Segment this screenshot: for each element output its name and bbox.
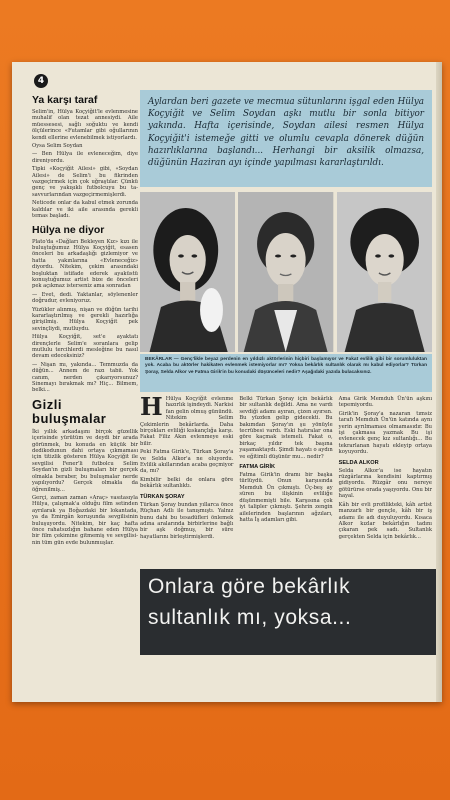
paragraph: Tipki «Koçyiğit Ailesi» gibi, «Soydan Ailesi» de Selim'i bu fikrinden vazgeçirmek için çok uğraştılar. Çünkü genç ve yakışıklı futbolcuyu bu tasavvurlarından vazgeçirmemişlerdi. [32, 166, 138, 198]
paragraph: Oysa Selim Soydan [32, 143, 83, 150]
paragraph: Belki Türkan Şoray için bekârlık bir sultanlık değildi. Ama ne vardı sevdiği adamı ayıran, çizen ayırsın. Bu yüzden gelip gidecekti. Bu bakımdan Şoray'ın şu yönüyle tecrübesi vardı. Eski hatıralar ona göre kaçmak istemeli. Fakat o, birkaç yıldır tek başına yaşamaktaydı. Şimdi hayatı o aydın ve eğitimli düşünür mu... nedir? [239, 396, 333, 460]
headline-line-2: sultanlık mı, yoksa... [148, 606, 352, 629]
paragraph: Girik'in Şoray'a nazaran tımsiz tarafı Memduh Ün'ün katında aynı yerin ayrılmaması olmamasıdır. Bu işi çakmasa yazmak Bu işi evlenecek genç kız sultanlığı... Bu tekrarlanan hayatı ekleyip ortaya koyuyordu. [338, 410, 432, 456]
left-column [32, 90, 138, 548]
paragraph: Plato'da «Dağları Bekleyen Kız» kızı ile buluştuğumuz Hülya Koçyiğit, esasen önceleri bu arkadaşlığı gizlemiyor ve hatta yakınlarına «Evleneceğiz» diyordu. Nitekim, çekim arasındaki boşluktan istifade ederek ayaküstü konuştuğumuz artist bize de önceleri pek açıkmaz isterseniz ama sonradan [32, 238, 138, 290]
paragraph: İki yıllık arkadaşını birçok güzellik içerisinde yürütüm ve deydi bir arada görünmek, bu konuda en küçük bir dedikodunun dahi ortaya çıkmaması için titizlik gösteren Hülya Koçyiğit ile sevgilisi Fener'li futbolcu Selim Soydan'ın gizli buluşmaları bir gerçek olmakla beraber, bu buluşmalar nerde yapılıyordu? Gerçek olmakla da öğrenilmiş... [32, 428, 138, 493]
paragraph: Kimbilir belki de onlara göre bekârlık sultanlıktı. [140, 476, 234, 490]
paragraph: Yüzükler alınmış, nişan ve düğün tarihi kararlaştırılmış ve gerekli hazırlığa girişilmiş. Hülya Koçyiğit pek sevinçliydi, mutluydu. [32, 306, 138, 332]
photo-strip [140, 192, 432, 352]
section-heading: Ya karşı taraf [32, 94, 98, 106]
paragraph: Peki Fatma Girik'e, Türkan Şoray'a ve Selda Alkor'a ne oluyordu. Evlilik akıllarından acaba geçmiyor da, mı? [140, 449, 234, 475]
paragraph: — Nişan mı, yakında... Temmuzda da düğün... Annem de razı tabii. Yok canım, nerden çıkarıyorsunuz? Sinemayı bırakmak mı? Hiç... Bilmem, belki... [32, 361, 138, 394]
paragraph: Selda Alkor'a ise hayatın rüzgârlarına kendisini kaptırmış gidiyordu. Rüzgâr onu nereye götürürse orada yaşıyordu. Onu bir hayal. [338, 467, 432, 500]
section-heading: Gizli buluşmalar [32, 396, 107, 426]
subheading: TÜRKAN ŞORAY [140, 493, 185, 500]
magazine-page [12, 62, 442, 702]
photo-caption: BEKÂRLAR — Genç'likle beyaz perdenin en yıldızlı aktörlerinin hiçbiri başlamıyor ve Fakat evlilik gibi bir sorumluluktan yok. Acaba bu aktörler hakikaten evlenmek istemiyorlar mı? Yoksa bekârlık sultanlık olarak mı kabul ediyorlar? Türkan Şoray, Selda Alkor ve Fatma Girik'in bu konudaki düşünceleri nedir? Aşağıdaki yazıda bulacaksınız. [140, 354, 432, 392]
paragraph: Türkan Şoray bundan yıllarca önce Rüçhan Adlı ile tanışmıştı. Yalnız bunu dahi bu tesadüfleri önlemek adına aralarında birbirlerine bağlı bir aşk doğmuş, bir süre hayatlarını birleştirmişlerdi. [140, 501, 234, 540]
headline-box [140, 569, 436, 655]
paragraph: Selim'in, Hülya Koçyiğit'le evlenmesine muhalif olan tezat annesiydi. Aile müessesesi, sağlı soğuktu ve kendi ölçülerince «Futamlar gibi oğullarının kendi ellerine evlenebilmek istiyorlardı. [32, 109, 138, 141]
paragraph: Ama Girik Memduh Ün'ün aşkını tepemiyordu. [338, 396, 432, 409]
paragraph: Fatma Girik'in dramı bir başka türlüydü. Onun karşısında Memduh Ün çıkmıştı. Üç-beş ay süren bu ilişkinin evliliğe düşünmemişti bile. Karşısına çok iyi talipler çıkmıştı. Şehrin zengin ailelerinden başlarının ağzıları, hatta İş adamları gibi. [239, 472, 333, 523]
photo-selda-alkor [337, 192, 432, 352]
paragraph: — Ben Hülya ile evleneceğim, diye direniyordu. [32, 151, 138, 164]
intro-banner: Aylardan beri gazete ve mecmua sütunlarını işgal eden Hülya Koçyiğit ve Selim Soydan aşkı mutlu bir sonla bitiyor yakında. Hafta içerisinde, Soydan ailesi resmen Hülya Koçyiğit'i istemeğe gitti ve olumlu cevapla dönerek düğün hazırlıklarına başlandı... Herhangi bir aksilik olmazsa, düğünün Haziran ayı içinde yapılması kararlaştırıldı. [140, 90, 432, 187]
page-edge [436, 62, 442, 702]
headline-line-1: Onlara göre bekârlık [148, 575, 351, 598]
article-column-1 [140, 392, 234, 542]
section-heading: Hülya ne diyor [32, 223, 105, 236]
subheading: FATMA GİRİK [239, 464, 276, 471]
paragraph: Kâh bir evli profilikteki, kâh artist manzarlı bir gençle, kâh bir iş adamı ile adı duyuluyordu. Kısaca Alkor kızlar bekârlığın tadını çıkaran pek sadı. Sultanlık gerçekten Selda için bekârlık... [338, 501, 432, 540]
photo-turkan-soray [238, 192, 333, 352]
paragraph: — Evet, dedi. Yaktanlar, söylenenler doğrudur, evleniyoruz. [32, 291, 138, 305]
paragraph: Gerçi, zaman zaman «Araç» vasıtasıyla Hülya, çalışmak'a olduğu film setinden ayrılarak ya Boğazdaki bir lokantada, ya da Emirgân koruşunda sevgilisinin buluşuyordu. Nitekim, bir kaç hafta önce rahatsızlığın bahane eden Hülya bir film çekimine gitmemiş ve sevgilisinin tüm gün evde bulunmuşlar. [32, 494, 138, 546]
article-column-2 [239, 396, 332, 542]
article-column-3 [339, 396, 432, 542]
photo-fatma-girik [140, 192, 235, 352]
subheading: SELDA ALKOR [338, 459, 379, 466]
paragraph: H Hülya Koçyiğit evlenme hazırlık işindeydi. Narkisi fan gelin olmuş günündü. Nitekim Selim Çekimlerin bekârlarda. Daha birçokları evliliği kıskançlığa karşı. Fakat Filiz Akın evlenmeye eski bilir. [140, 392, 234, 447]
paragraph: Neticede onlar da kabul etmek zorunda kaldılar ve iki aile arasında gerekli temas başladı. [32, 200, 138, 220]
page-number: 4 [34, 74, 48, 88]
article-columns [140, 392, 432, 542]
paragraph: Hülya Koçyiğit, set'e ayaktatı dirençlerle Selim'e soranlara gelip mutlulu tercihlerdi mesleğine bu nasıl devam edeceksiniz? [32, 334, 138, 360]
